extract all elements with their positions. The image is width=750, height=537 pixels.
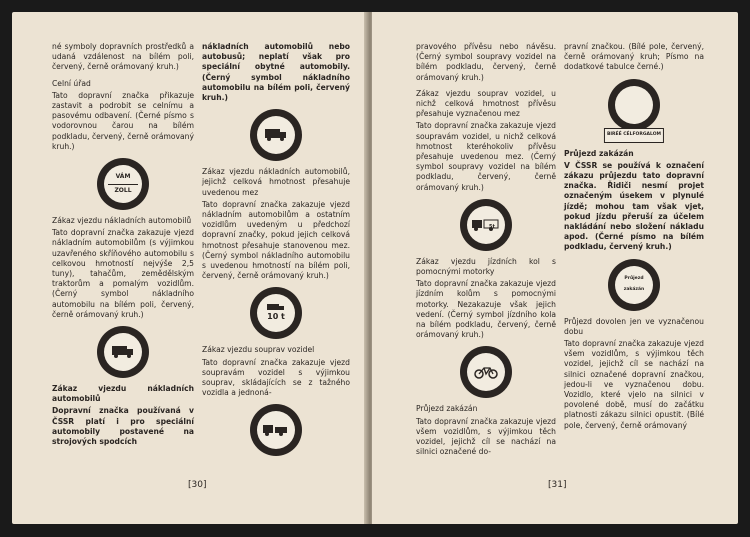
heading-no-through-cssr: Průjezd zakázán xyxy=(564,148,634,158)
heading-no-through: Průjezd zakázán xyxy=(416,404,478,414)
right-column-1 xyxy=(416,42,556,459)
paragraph: V ČSSR se používá k označení zákazu průjezdu tato dopravní značka. Řidiči nesmí projet označeným úsekem v plynulé jízdě; mohou tam však vjet, pokud jízdu přeruší za účelem nakládání nebo složení nákladu apod. (Černé písmo na bílém podkladu, červený kruh.) xyxy=(564,160,704,252)
left-column-1 xyxy=(52,42,194,449)
heading-combination-ban: Zákaz vjezdu souprav vozidel xyxy=(202,345,315,355)
paragraph: nákladních automobilů nebo autobusů; neplatí však pro speciální obytné automobily. (Černý symbol nákladního automobilu na bílém poli, červený kruh.) xyxy=(202,42,350,103)
heading-customs: Celní úřad xyxy=(52,78,91,88)
paragraph: Tato dopravní značka zakazuje vjezd všem vozidlům, s výjimkou těch vozidel, jejichž cíl se nachází na silnici označené do- xyxy=(416,416,556,457)
left-column-2 xyxy=(202,42,350,462)
moped-sign-icon xyxy=(460,346,512,398)
paragraph: Tato dopravní značka zakazuje vjezd nákladním automobilům (s výjimkou uzavřeného skříňového automobilu s celkovou hmotností nejvýše 2,5 tuny), tahačům, zemědělským traktorům a pomalým vozidlům. (Černý symbol nákladního automobilu na bílém poli, červený, černě orámovaný kruh.) xyxy=(52,228,194,319)
right-column-2 xyxy=(564,42,704,433)
right-page xyxy=(372,12,738,524)
paragraph: Tato dopravní značka zakazuje vjezd všem vozidlům, s výjimkou těch vozidel, jejichž cíl se nachází na silnici označené dopravní značkou, jedou-li ve vyznačenou dobu. Vozidlo, které vjelo na silnici v povolené době, musí do začátku platnosti zákazu silnici opustit. (Bílé pole, červený, černě orámovaný xyxy=(564,339,704,430)
heading-timed-through: Průjezd dovolen jen ve vyznačenou dobu xyxy=(564,316,704,336)
paragraph: pravní značkou. (Bílé pole, červený, černě orámovaný kruh; Písmo na dodatkové tabulce černé.) xyxy=(564,42,704,72)
paragraph: Tato dopravní značka přikazuje zastavit a podrobit se celnímu a pasovému odbavení. (Černé písmo s vodorovnou čarou na bílém podkladu, červený, černě orámovaný kruh.) xyxy=(52,90,194,151)
no-through-sign-icon xyxy=(606,79,662,138)
paragraph: né symboly dopravních prostředků a udaná vzdálenost na bílém poli, červený, černě orámovaný kruh.) xyxy=(52,42,194,72)
heading-truck-ban: Zákaz vjezdu nákladních automobilů xyxy=(52,216,192,226)
supplementary-plate: BIRÉÉ CÉLFORGALOM xyxy=(604,128,664,142)
heading-moped-ban: Zákaz vjezdu jízdních kol s pomocnými motorky xyxy=(416,256,556,277)
sign-text: Průjezd zakázán xyxy=(623,276,645,292)
paragraph: pravového přívěsu nebo návěsu. (Černý symbol soupravy vozidel na bílém podkladu, červený, černě orámovaný kruh.) xyxy=(416,42,556,82)
paragraph: Tato dopravní značka zakazuje vjezd soupravám vozidel, u nichž celková hmotnost kteréhokoliv přívěsu přesahuje uvedenou mez. (Černý symbol soupravy vozidel na bílém podkladu, červený, černě orámovaný kruh.) xyxy=(416,121,556,192)
weight-limit-sign-icon xyxy=(250,287,302,339)
trailer-weight-sign-icon xyxy=(460,199,512,251)
paragraph: Dopravní značka používaná v ČSSR platí i pro speciální automobily postavené na strojových spodcích xyxy=(52,406,194,447)
no-through-cssr-sign-icon xyxy=(608,259,660,311)
sign-text-vam: VÁM xyxy=(115,173,131,181)
paragraph: Tato dopravní značka zakazuje vjezd nákladním automobilům a ostatním vozidlům uvedeným u předchozí dopravní značky, pokud jejich celková hmotnost přesahuje stanovenou mez. (Černý symbol nákladního automobilu s uvedenou hmotností na bílém poli, červený, černě orámovaný kruh.) xyxy=(202,199,350,281)
left-page xyxy=(12,12,368,524)
weight-text: 10 t xyxy=(267,312,285,322)
customs-sign-icon xyxy=(97,158,149,210)
heading-trailer-weight: Zákaz vjezdu souprav vozidel, u nichž celková hmotnost přívěsu přesahuje vyznačenou mez xyxy=(416,88,556,119)
truck-sign-red-icon xyxy=(250,109,302,161)
heading-truck-ban-cssr: Zákaz vjezdu nákladních automobilů xyxy=(52,384,194,404)
page-number-left: [30] xyxy=(188,480,207,490)
truck-sign-icon xyxy=(97,326,149,378)
paragraph: Tato dopravní značka zakazuje vjezd jízdním kolům s pomocnými motorky. Nezakazuje však jejich vedení. (Černý symbol jízdního kola na bílém podkladu, červený, černě orámovaný kruh.) xyxy=(416,279,556,340)
sign-text-zoll: ZOLL xyxy=(114,186,132,194)
paragraph: Tato dopravní značka zakazuje vjezd soupravám vozidel s výjimkou souprav, skládajících se z tažného vozidla a jednoná- xyxy=(202,357,350,398)
heading-weight-limit: Zákaz vjezdu nákladních automobilů, jejichž celková hmotnost přesahuje uvedenou mez xyxy=(202,167,350,197)
combination-sign-icon xyxy=(250,404,302,456)
trailer-weight-text: 5t xyxy=(489,223,495,230)
page-number-right: [31] xyxy=(548,480,567,490)
